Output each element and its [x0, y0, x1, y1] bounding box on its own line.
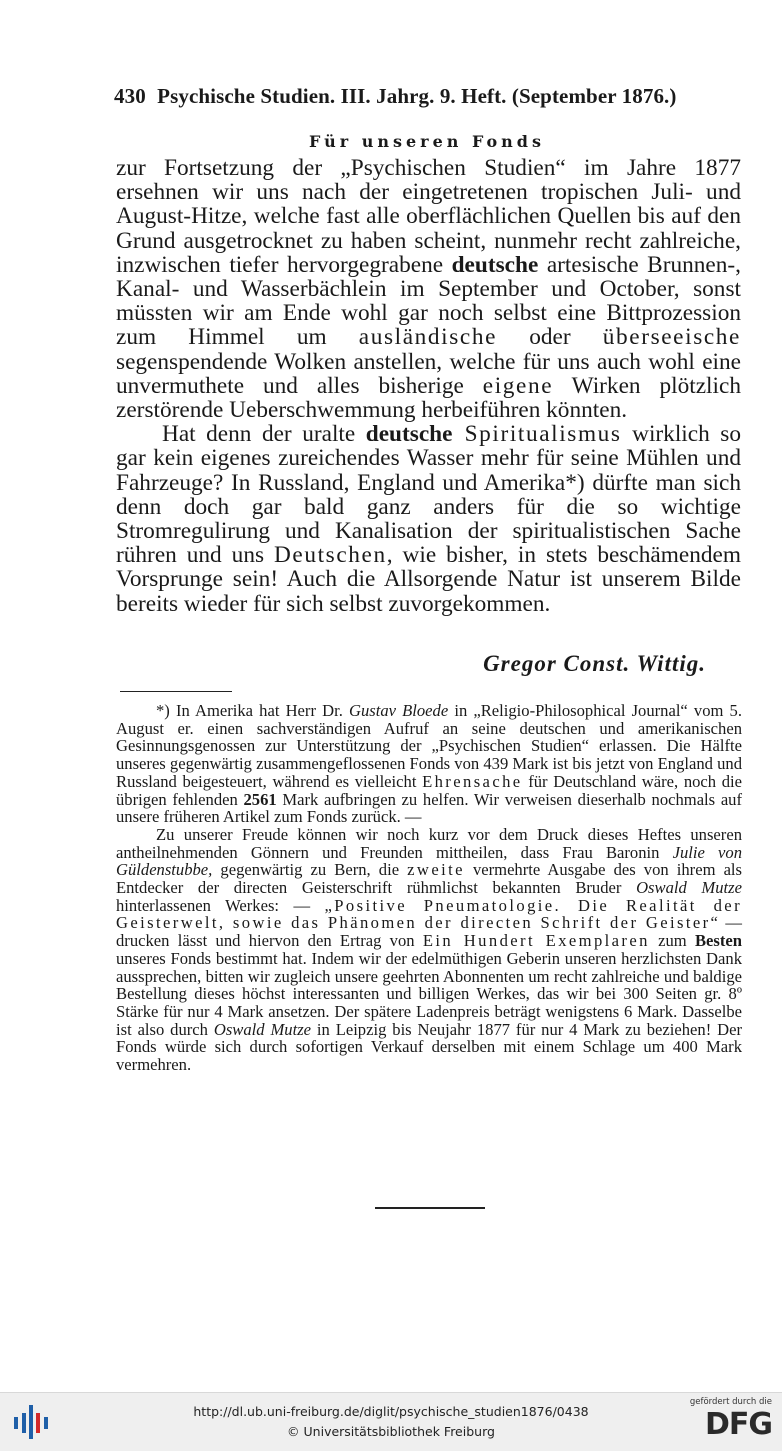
dfg-logo-text: DFG	[704, 1407, 772, 1442]
spaced-word: Deutschen	[274, 542, 387, 569]
article-body	[116, 156, 741, 616]
footnote-paragraph-1	[116, 702, 742, 826]
spaced-word: zweite	[407, 860, 465, 880]
text-run: *) In Amerika hat Herr Dr.	[156, 701, 349, 720]
spaced-word: Ein Hundert Exemplaren	[422, 931, 650, 951]
bold-word: deutsche	[451, 251, 539, 278]
italic-name: Oswald Mutze	[636, 878, 742, 898]
spaced-word: überseeische	[602, 324, 741, 351]
bold-number: 2561	[243, 789, 277, 809]
spaced-word: Ehrensache	[422, 771, 523, 791]
text-run: wirklich so gar kein eigenes zureichendes Wasser mehr für seine Mühlen und Fahrzeuge? In Russland, England und Amerika*) dürfte man sich denn doch gar bald ganz anders für die so wichtige Stromregulirung und Kanalisation der spiritualistischen Sache rühren und uns	[116, 421, 741, 569]
bold-word: Besten	[694, 931, 742, 951]
dfg-logo	[686, 1397, 772, 1447]
paragraph-2	[116, 422, 741, 616]
spaced-word: ausländische	[358, 324, 498, 351]
text-run: zum	[649, 931, 695, 951]
text-run: zur Fortsetzung der „Psychischen Studien“ im Jahre 1877 ersehnen wir uns nach der eingetretenen tropischen Juli- und August-Hitze, welche fast alle oberflächlichen Quellen bis auf den Grund ausgetrocknet zu haben scheint, nunmehr recht zahlreiche, inzwischen tiefer hervorgegrabene	[116, 155, 741, 278]
italic-name: Oswald Mutze	[213, 1019, 312, 1039]
text-run: Mark aufbringen zu helfen. Wir verweisen dieserhalb nochmals auf unsere früheren Artikel zum Fonds zurück. —	[116, 789, 743, 827]
text-run: für Deutschland wäre, noch die übrigen fehlenden	[116, 771, 742, 809]
running-title: Psychische Studien. III. Jahrg. 9. Heft. (September 1876.)	[157, 84, 677, 108]
bold-word: deutsche	[365, 421, 453, 448]
text-run: gegenwärtig zu Bern, die	[212, 860, 408, 880]
text-run: oder	[497, 324, 603, 351]
running-head	[114, 84, 698, 109]
footnote	[116, 702, 742, 1074]
text-run: vermehrte Ausgabe des von ihrem als Entdecker der directen Geisterschrift rühmlichst bekannten Bruder	[116, 860, 743, 898]
spaced-word: eigene	[482, 372, 554, 399]
footnote-rule	[120, 691, 232, 692]
text-run: hinterlassenen Werkes: —	[116, 895, 325, 915]
spaced-book-title: „Positive Pneumatologie. Die Realität der Geisterwelt, sowie das Phänomen der directen Schrift der Geister“	[116, 895, 742, 933]
text-run: Zu unserer Freude können wir noch kurz vor dem Druck dieses Heftes unseren antheilnehmenden Gönnern und Freunden mittheilen, dass Frau Baronin	[116, 824, 742, 862]
copyright-text: © Universitätsbibliothek Freiburg	[287, 1424, 495, 1439]
viewer-footer	[0, 1392, 782, 1451]
text-run: artesische Brunnen-, Kanal- und Wasserbächlein im September und October, sonst müssten wir am Ende wohl gar noch selbst eine Bittprozession zum Himmel um	[116, 251, 742, 351]
footnote-paragraph-2	[116, 826, 742, 1074]
text-run: Hat denn der uralte	[162, 421, 366, 448]
italic-name: Gustav Bloede	[348, 701, 449, 720]
text-run: Wirken plötzlich zerstörende Ueberschwemmung herbeiführen könnten.	[116, 372, 741, 424]
text-run: unseres Fonds bestimmt hat. Indem wir der edelmüthigen Geberin unseren herzlichsten Dank aussprechen, bitten wir zugleich unsere geehrten Abonnenten um recht zahlreiche und baldige Bestellung dieses höchst interessanten und billigen Werkes, das wir bei 300 Seiten gr. 8º Stärke für nur 4 Mark ansetzen. Der spätere Ladenpreis beträgt wenigstens 6 Mark. Dasselbe ist also durch	[116, 948, 742, 1039]
text-run: segenspendende Wolken anstellen, welche für uns auch wohl eine unvermuthete und alles bisherige	[116, 348, 741, 399]
text-run: — drucken lässt und hiervon den Ertrag von	[116, 913, 742, 951]
spaced-word: Spiritualismus	[452, 421, 622, 448]
paragraph-1	[116, 156, 741, 422]
text-run: in Leipzig bis Neujahr 1877 für nur 4 Mark zu beziehen! Der Fonds würde sich durch sofortigen Verkauf derselben mit einem Schlage um 400 Mark vermehren.	[116, 1019, 742, 1075]
dfg-caption: gefördert durch die	[689, 1397, 772, 1407]
text-run: in „Religio-Philosophical Journal“ vom 5. August er. einen sachverständigen Aufruf an seine deutschen und amerikanischen Gesinnungsgenossen zur Unterstützung der „Psychischen Studien“ erlassen. Die Hälfte unseres gegenwärtig zusammengeflossenen Fonds von 439 Mark ist bis jetzt von England und Russland beigesteuert, während es vielleicht	[116, 701, 743, 791]
page-number: 430	[114, 84, 146, 108]
article-title: Für unseren Fonds	[309, 132, 545, 151]
text-run: , wie bisher, in stets beschämendem Vorsprunge sein! Auch die Allsorgende Natur ist unserem Bilde bereits wieder für sich selbst zuvorgekommen.	[116, 542, 741, 617]
source-url-link[interactable]: http://dl.ub.uni-freiburg.de/diglit/psychische_studien1876/0438	[193, 1404, 589, 1419]
author-signature: Gregor Const. Wittig.	[483, 651, 706, 676]
italic-name: Julie von Güldenstubbe,	[116, 842, 742, 880]
end-rule	[375, 1207, 485, 1209]
